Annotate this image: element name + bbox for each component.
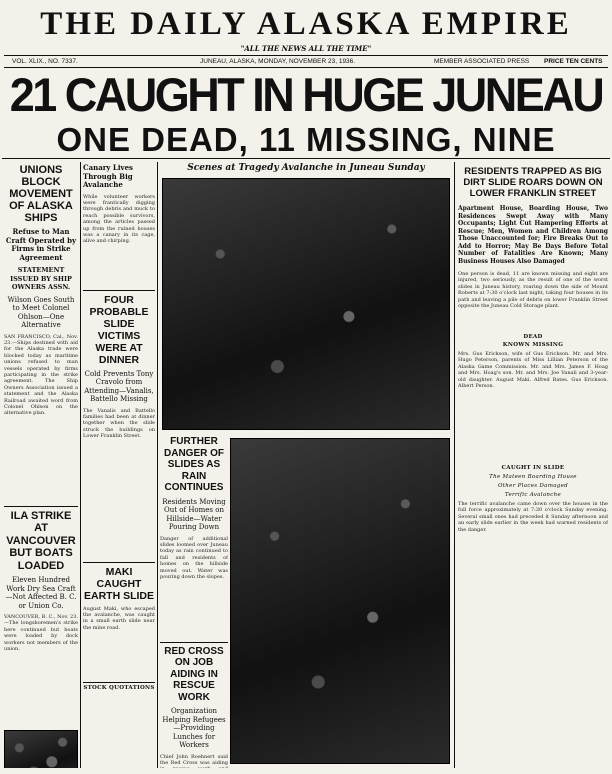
place-date: JUNEAU, ALASKA, MONDAY, NOVEMBER 23, 1936. bbox=[200, 58, 356, 65]
caught-label: CAUGHT IN SLIDE bbox=[501, 465, 565, 471]
member-ap: MEMBER ASSOCIATED PRESS bbox=[434, 58, 530, 65]
further-danger-headline: FURTHER DANGER OF SLIDES AS RAIN CONTINUES bbox=[164, 436, 224, 493]
dateline-bar bbox=[4, 55, 608, 68]
red-cross-headline: RED CROSS ON JOB AIDING IN RESCUE WORK bbox=[160, 642, 228, 704]
masthead-title: THE DAILY ALASKA EMPIRE bbox=[40, 6, 572, 42]
maki-body: August Maki, who escaped the avalanche, was caught in a small earth slide near the mine road. bbox=[83, 605, 155, 631]
stock-quotations-label: STOCK QUOTATIONS bbox=[83, 682, 155, 691]
maki-headline: MAKI CAUGHT EARTH SLIDE bbox=[83, 562, 155, 602]
masthead-slogan: "ALL THE NEWS ALL THE TIME" bbox=[240, 44, 372, 53]
dinner-body: The Vanalis and Battello families had been at dinner together when the slide struck the buildings on Lower Franklin Street. bbox=[83, 407, 155, 440]
avalanche-photo-top bbox=[162, 178, 450, 430]
residents-trapped-headline: RESIDENTS TRAPPED AS BIG DIRT SLIDE ROARS DOWN ON LOWER FRANKLIN STREET bbox=[463, 166, 603, 199]
boarding-house-sub: The Mateen Boarding House bbox=[489, 474, 577, 480]
canary-headline: Canary Lives Through Big Avalanche bbox=[83, 163, 133, 189]
other-places-sub: Other Places Damaged bbox=[497, 483, 569, 489]
unions-deck: Refuse to Man Craft Operated by Firms in Strike Agreement bbox=[5, 227, 77, 262]
price: PRICE TEN CENTS bbox=[544, 58, 603, 65]
canary-body: While volunteer workers were frantically digging through debris and muck to reach possible survivors, among the articles passed up from the ruined houses was a canary in its cage, alive and chirping. bbox=[83, 193, 155, 245]
column-right bbox=[458, 162, 608, 768]
red-cross-deck: Organization Helping Refugees—Providing Lunches for Workers bbox=[162, 707, 226, 749]
photo-caption: Scenes at Tragedy Avalanche in Juneau Sunday bbox=[187, 163, 425, 173]
ila-headline: ILA STRIKE AT VANCOUVER BUT BOATS LOADED bbox=[4, 506, 78, 573]
column-3 bbox=[160, 434, 228, 768]
dinner-headline: FOUR PROBABLE SLIDE VICTIMS WERE AT DINNER bbox=[83, 290, 155, 366]
column-2 bbox=[83, 162, 155, 768]
avalanche-photo-bottom bbox=[230, 438, 450, 764]
residents-trapped-deck: Apartment House, Boarding House, Two Residences Swept Away with Many Occupants; Light Cut Hampering Efforts at Rescue; Men, Women and Children Among Those Unaccounted for; Fire Breaks Out to Add to Horror; May Be Days Before Total Number of Fatalities Are Known; Many Business Houses Also Damaged bbox=[458, 205, 608, 265]
wilson-deck: Wilson Goes South to Meet Colonel Ohlson—One Alternative bbox=[7, 295, 75, 329]
banner-headline: 21 CAUGHT IN HUGE JUNEAU bbox=[9, 68, 603, 122]
column-1 bbox=[4, 162, 78, 768]
dinner-deck: Cold Prevents Tony Cravolo from Attending—Vanalis, Battello Missing bbox=[84, 369, 154, 403]
residents-trapped-lead: One person is dead, 11 are known missing and eight are injured, two seriously, as the result of one of the worst slides in Juneau history, roaring down the side of Mount Roberts at 7:30 o'clock last night, taking four houses in its path and leaving a pile of debris on lower Franklin Street opposite the Juneau Cold Storage plant. bbox=[458, 271, 608, 310]
further-danger-deck: Residents Moving Out of Homes on Hillside—Water Pouring Down bbox=[162, 497, 226, 531]
avalanche-body: The terrific avalanche came down over the houses in the full force approximately at 7:30 o'clock Sunday evening. Several small ones had preceded it Sunday afternoon and an early slide earlier in the week had warned residents of the danger. bbox=[458, 501, 608, 533]
red-cross-body: Chief John Roehnert said the Red Cross was aiding bbox=[160, 753, 228, 766]
ila-deck: Eleven Hundred Work Dry Sea Craft—Not Affected B. C. or Union Co. bbox=[5, 576, 77, 610]
further-danger-body: Danger of additional slides loomed over Juneau today as rain continued to fall and residents of homes on the hillside moved out. Water was pouring down the slopes. bbox=[160, 535, 228, 580]
missing-label: KNOWN MISSING bbox=[502, 342, 564, 348]
statement-deck: STATEMENT ISSUED BY SHIP OWNERS ASSN. bbox=[10, 266, 72, 291]
sub-banner-headline: ONE DEAD, 11 MISSING, NINE bbox=[2, 121, 610, 159]
terrific-avalanche-sub: Terrific Avalanche bbox=[504, 492, 562, 498]
ila-body: VANCOUVER, B. C., Nov. 23.—The longshoremen's strike here continued but boats were loaded by dock workers not members of the union. bbox=[4, 614, 78, 653]
victims-list: Mrs. Gus Erickson, wife of Gus Erickson. Mr. and Mrs. Hugo Peterson, parents of Miss Lillian Peterson of the Alaska Game Commission. Mr. and Mrs. James F. Hoag and Mrs. Hoag's son. Mr. and Mrs. Joe Vanali and 3-year-old daughter. August Maki. Alfred Bates. Gus Erickson. Albert Person. bbox=[458, 351, 608, 390]
unions-headline: UNIONS BLOCK MOVEMENT OF ALASKA SHIPS bbox=[9, 164, 73, 224]
volume-number: VOL. XLIX., NO. 7337. bbox=[12, 58, 78, 65]
column-rule bbox=[157, 162, 158, 768]
dead-label: DEAD bbox=[523, 334, 543, 340]
column-rule bbox=[80, 162, 81, 768]
column-rule bbox=[454, 162, 455, 768]
portrait-photo bbox=[4, 730, 78, 768]
stock-table bbox=[83, 693, 155, 753]
unions-body: SAN FRANCISCO, Cal., Nov. 23.—Ships destined with aid for the Alaska trade were blocked today as maritime unions refused to man vessels operated by firms participating in the strike agreement. The Ship Owners Association issued a statement and the Alaska Railroad awaited word from Colonel Ohlson on the alternative plan. bbox=[4, 333, 78, 417]
